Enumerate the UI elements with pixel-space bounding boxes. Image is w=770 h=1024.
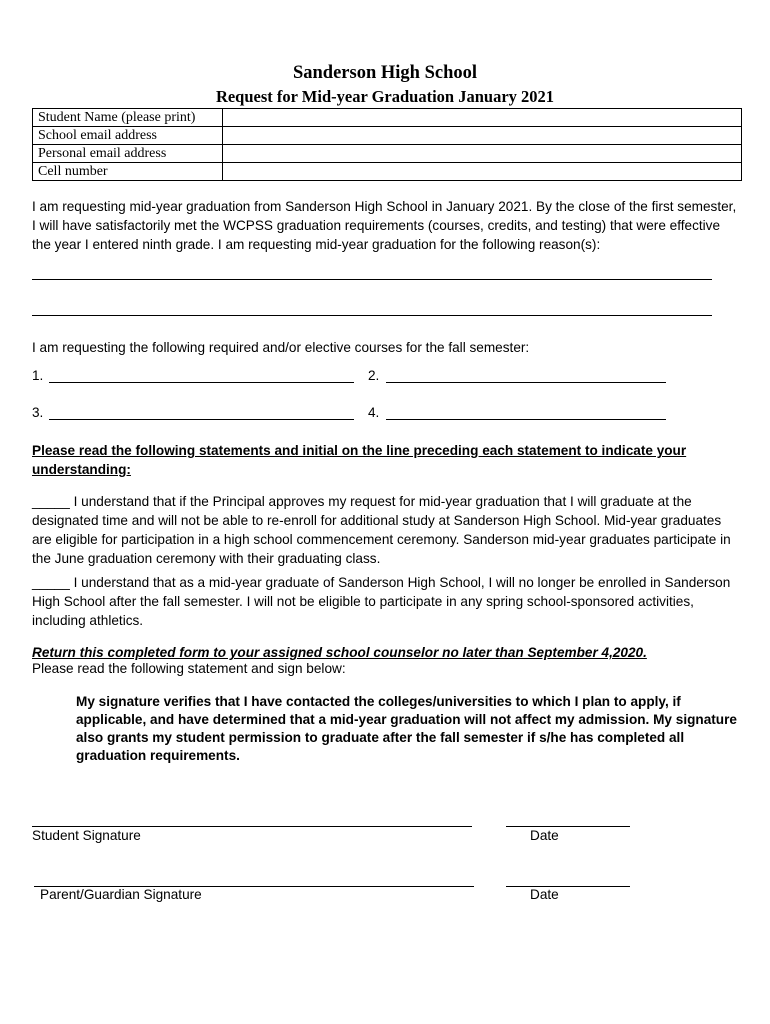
- parent-date-line[interactable]: [506, 886, 630, 887]
- student-date-line[interactable]: [506, 826, 630, 827]
- student-signature-line[interactable]: [32, 826, 472, 827]
- form-title: Request for Mid-year Graduation January 2021: [215, 87, 555, 106]
- course-number-1: 1.: [32, 368, 44, 383]
- course-line-3[interactable]: [49, 419, 354, 420]
- verification-statement: My signature verifies that I have contacted the colleges/universities to which I plan to apply, if applicable, and have determined that a mid-year graduation will not affect my admission. My signature also grants my student permission to graduate after the fall semester if s/he has completed all graduation requirements.: [76, 694, 737, 763]
- student-name-label: Student Name (please print): [33, 109, 223, 127]
- table-row: [33, 109, 742, 127]
- statement-2: [32, 573, 742, 630]
- reason-line-1[interactable]: [32, 279, 712, 280]
- course-number-3: 3.: [32, 405, 44, 420]
- statement-1: [32, 492, 742, 568]
- statement-2-text: I understand that as a mid-year graduate of Sanderson High School, I will no longer be enrolled in Sanderson High School after the fall semester. I will not be eligible to participate in any spring school-sponsored activities, including athletics.: [32, 575, 731, 628]
- course-line-2[interactable]: [386, 382, 666, 383]
- course-line-4[interactable]: [386, 419, 666, 420]
- student-date-label: Date: [530, 828, 559, 843]
- courses-prompt: I am requesting the following required and/or elective courses for the fall semester:: [32, 340, 530, 355]
- intro-paragraph: I am requesting mid-year graduation from Sanderson High School in January 2021. By the close of the first semester, I will have satisfactorily met the WCPSS graduation requirements (courses, credits, and testing) that were effective the year I entered ninth grade. I am requesting mid-year graduation for the following reason(s):: [32, 199, 737, 252]
- course-line-1[interactable]: [49, 382, 354, 383]
- school-name: Sanderson High School: [292, 63, 478, 83]
- reason-line-2[interactable]: [32, 315, 712, 316]
- parent-date-label: Date: [530, 887, 559, 902]
- course-number-2: 2.: [368, 368, 380, 383]
- cell-number-label: Cell number: [33, 163, 223, 181]
- initial-blank-1[interactable]: _____: [32, 494, 70, 509]
- return-notice: Return this completed form to your assigned school counselor no later than September 4,2020.: [32, 645, 647, 660]
- cell-number-field[interactable]: [223, 163, 742, 181]
- table-row: [33, 145, 742, 163]
- statement-1-text: I understand that if the Principal approves my request for mid-year graduation that I will graduate at the designated time and will not be able to re-enroll for additional study at Sanderson High School. Mid-year graduates are eligible for participation in a high school commencement ceremony. Sanderson mid-year graduates participate in the June graduation ceremony with their graduating class.: [32, 494, 731, 566]
- table-row: [33, 163, 742, 181]
- personal-email-field[interactable]: [223, 145, 742, 163]
- student-info-table: [32, 108, 742, 181]
- statements-heading: Please read the following statements and initial on the line preceding each statement to indicate your understanding:: [32, 443, 687, 477]
- table-row: [33, 127, 742, 145]
- student-name-field[interactable]: [223, 109, 742, 127]
- personal-email-label: Personal email address: [33, 145, 223, 163]
- student-signature-label: Student Signature: [32, 828, 141, 843]
- sign-instruction: Please read the following statement and sign below:: [32, 661, 346, 676]
- course-number-4: 4.: [368, 405, 380, 420]
- school-email-field[interactable]: [223, 127, 742, 145]
- initial-blank-2[interactable]: _____: [32, 575, 70, 590]
- parent-signature-label: Parent/Guardian Signature: [40, 887, 202, 902]
- school-email-label: School email address: [33, 127, 223, 145]
